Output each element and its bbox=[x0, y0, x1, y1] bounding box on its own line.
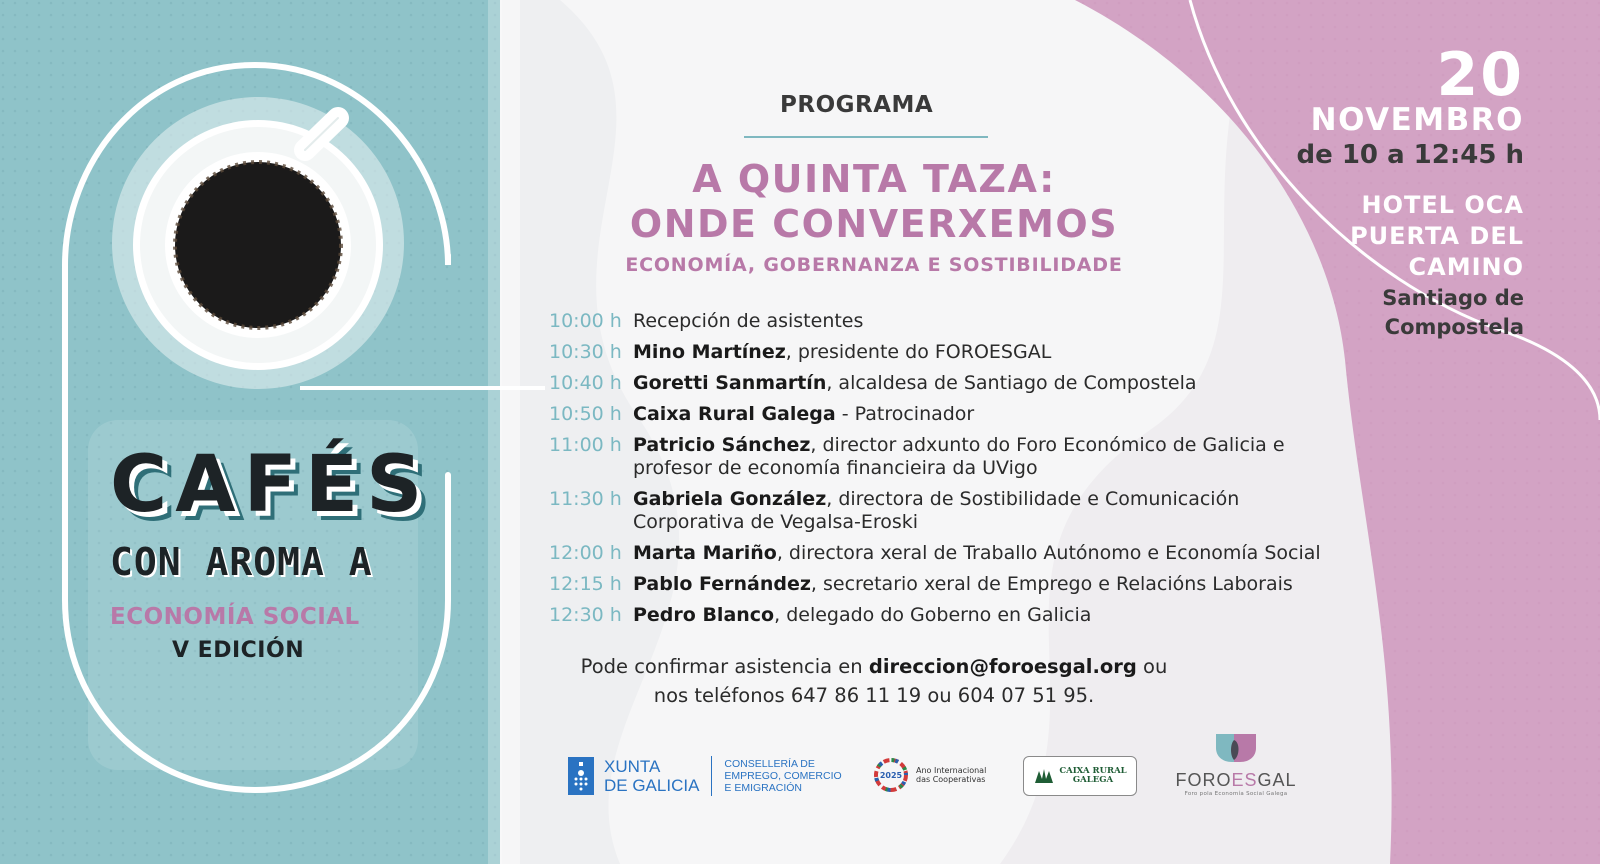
department-line: CONSELLERÍA DE bbox=[724, 758, 815, 770]
foroesgal-logo bbox=[1171, 730, 1301, 797]
department-line: E EMIGRACIÓN bbox=[724, 782, 803, 794]
xunta-logo bbox=[568, 756, 842, 796]
caixa-name bbox=[1059, 767, 1126, 785]
event-title-line1: A QUINTA TAZA: bbox=[692, 157, 1056, 201]
foroesgal-emblem-icon bbox=[1208, 730, 1264, 766]
foroesgal-tagline: Foro pola Economía Social Galega bbox=[1184, 791, 1288, 797]
contact-info bbox=[0, 652, 1600, 710]
schedule-description bbox=[633, 542, 1321, 565]
schedule-time: 10:30 h bbox=[549, 341, 622, 363]
speaker-name: Caixa Rural Galega bbox=[633, 403, 836, 425]
contact-email-link[interactable]: direccion@foroesgal.org bbox=[868, 655, 1137, 678]
schedule-time: 12:15 h bbox=[549, 573, 622, 595]
xunta-name-line: DE GALICIA bbox=[604, 776, 700, 795]
coop-year: 2025 bbox=[879, 771, 903, 780]
foro-name-part: GAL bbox=[1257, 770, 1297, 790]
event-title-line2: ONDE CONVERXEMOS bbox=[629, 202, 1119, 246]
contact-phones: nos teléfonos 647 86 11 19 ou 604 07 51 95. bbox=[653, 684, 1095, 707]
speaker-role: , presidente do FOROESGAL bbox=[785, 341, 1052, 363]
event-day: 20 bbox=[1436, 40, 1524, 110]
department-name bbox=[724, 758, 841, 794]
logo-divider bbox=[711, 756, 712, 796]
city-line: Santiago de bbox=[1382, 286, 1524, 310]
speaker-role: , delegado do Goberno en Galicia bbox=[774, 604, 1092, 626]
speaker-name: Goretti Sanmartín bbox=[633, 372, 827, 394]
speaker-role: Recepción de asistentes bbox=[633, 310, 864, 332]
event-subtitle: ECONOMÍA, GOBERNANZA E SOSTIBILIDADE bbox=[625, 254, 1123, 276]
schedule-row bbox=[549, 604, 1329, 627]
speaker-role: , alcaldesa de Santiago de Compostela bbox=[826, 372, 1197, 394]
speaker-role: , secretario xeral de Emprego e Relacións Laborais bbox=[810, 573, 1293, 595]
schedule-time: 10:40 h bbox=[549, 372, 622, 394]
venue-line: HOTEL OCA bbox=[1361, 191, 1524, 219]
foro-name-part: FORO bbox=[1175, 770, 1232, 790]
speaker-name: Mino Martínez bbox=[633, 341, 786, 363]
caixa-name-line: GALEGA bbox=[1072, 775, 1114, 785]
schedule-time: 11:30 h bbox=[549, 488, 622, 510]
schedule-description bbox=[633, 341, 1051, 364]
schedule-description bbox=[633, 488, 1329, 534]
city-line: Compostela bbox=[1384, 315, 1524, 339]
speaker-role: , directora de Sostibilidade e Comunicación Corporativa de Vegalsa-Eroski bbox=[633, 488, 1240, 533]
event-venue bbox=[1350, 190, 1524, 283]
caixa-leaf-icon bbox=[1033, 767, 1055, 785]
schedule-description bbox=[633, 434, 1329, 480]
schedule-row bbox=[549, 542, 1329, 565]
speaker-name: Patricio Sánchez bbox=[633, 434, 811, 456]
venue-line: PUERTA DEL bbox=[1350, 222, 1524, 250]
section-label: PROGRAMA bbox=[780, 92, 934, 118]
speaker-name: Pablo Fernández bbox=[633, 573, 811, 595]
schedule-description bbox=[633, 403, 974, 426]
foroesgal-name bbox=[1171, 770, 1301, 791]
xunta-name-line: XUNTA bbox=[604, 757, 661, 776]
schedule-description bbox=[633, 310, 863, 333]
brand-topic: ECONOMÍA SOCIAL bbox=[110, 604, 360, 630]
schedule-time: 11:00 h bbox=[549, 434, 622, 456]
schedule-description bbox=[633, 573, 1293, 596]
schedule-row bbox=[549, 488, 1329, 534]
foro-name-part: ES bbox=[1231, 770, 1258, 790]
schedule-row bbox=[549, 341, 1329, 364]
speaker-name: Pedro Blanco bbox=[633, 604, 775, 626]
speaker-role: - Patrocinador bbox=[835, 403, 975, 425]
caixa-rural-logo bbox=[1023, 756, 1137, 796]
schedule-row bbox=[549, 434, 1329, 480]
contact-prefix: Pode confirmar asistencia en bbox=[580, 655, 869, 678]
schedule-time: 10:50 h bbox=[549, 403, 622, 425]
schedule-list bbox=[549, 310, 1329, 635]
cooperatives-year-logo bbox=[872, 756, 986, 794]
schedule-row bbox=[549, 573, 1329, 596]
speaker-role: , directora xeral de Traballo Autónomo e Economía Social bbox=[776, 542, 1321, 564]
galicia-flag-icon bbox=[568, 757, 594, 795]
coop-caption-line: das Cooperativas bbox=[916, 775, 986, 784]
xunta-name bbox=[604, 757, 699, 795]
schedule-row bbox=[549, 403, 1329, 426]
edition-label: V EDICIÓN bbox=[172, 638, 305, 663]
schedule-time: 10:00 h bbox=[549, 310, 622, 332]
brand-subtitle: CON AROMA A bbox=[110, 540, 373, 584]
schedule-description bbox=[633, 604, 1091, 627]
venue-line: CAMINO bbox=[1408, 253, 1524, 281]
coop-caption bbox=[916, 766, 986, 784]
cooperatives-ring-icon bbox=[872, 756, 910, 794]
event-month: NOVEMBRO bbox=[1310, 102, 1524, 138]
speaker-role: , director adxunto do Foro Económico de Galicia e profesor de economía financieira da UVigo bbox=[633, 434, 1285, 479]
event-hours: de 10 a 12:45 h bbox=[1296, 140, 1524, 170]
schedule-row bbox=[549, 310, 1329, 333]
department-line: EMPREGO, COMERCIO bbox=[724, 770, 842, 782]
event-city bbox=[1382, 284, 1524, 342]
schedule-time: 12:00 h bbox=[549, 542, 622, 564]
brand-title: CAFÉS bbox=[110, 440, 431, 530]
speaker-name: Marta Mariño bbox=[633, 542, 777, 564]
speaker-name: Gabriela González bbox=[633, 488, 827, 510]
schedule-row bbox=[549, 372, 1329, 395]
contact-suffix: ou bbox=[1136, 655, 1168, 678]
schedule-time: 12:30 h bbox=[549, 604, 622, 626]
coop-caption-line: Ano Internacional bbox=[916, 766, 987, 775]
caixa-name-line: CAIXA RURAL bbox=[1059, 766, 1127, 776]
section-divider bbox=[744, 136, 988, 138]
schedule-description bbox=[633, 372, 1197, 395]
